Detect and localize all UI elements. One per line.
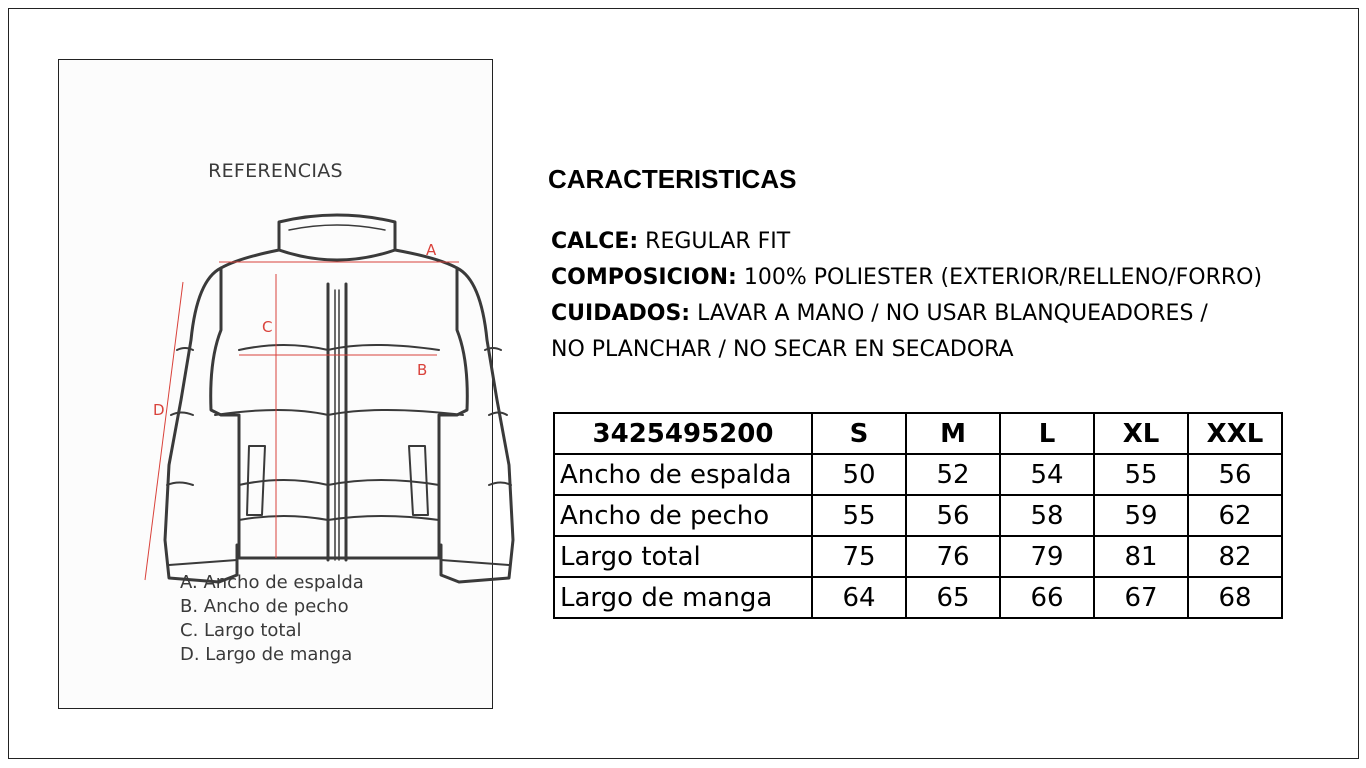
legend-item: B. Ancho de pecho [180,596,349,617]
table-cell: 55 [812,495,906,536]
table-cell: 81 [1094,536,1188,577]
cuidados-label: CUIDADOS: [551,301,691,326]
table-row [554,454,1282,495]
cuidados-line [551,296,1262,332]
table-row [554,495,1282,536]
calce-value: REGULAR FIT [645,229,791,254]
table-cell: 82 [1188,536,1282,577]
product-code: 3425495200 [554,413,812,454]
row-label: Ancho de pecho [554,495,812,536]
legend-item: C. Largo total [180,620,302,641]
table-cell: 79 [1000,536,1094,577]
row-label: Ancho de espalda [554,454,812,495]
table-cell: 68 [1188,577,1282,618]
table-cell: 55 [1094,454,1188,495]
size-header: XXL [1188,413,1282,454]
size-header: S [812,413,906,454]
table-cell: 75 [812,536,906,577]
table-cell: 76 [906,536,1000,577]
references-title: REFERENCIAS [208,160,343,182]
cuidados-value: LAVAR A MANO / NO USAR BLANQUEADORES / [697,301,1208,326]
jacket-illustration [119,210,519,600]
marker-b-label: B [417,361,428,379]
legend-item: D. Largo de manga [180,644,353,665]
references-legend [180,571,364,667]
table-cell: 50 [812,454,906,495]
size-table [553,412,1283,619]
size-header: L [1000,413,1094,454]
table-row [554,577,1282,618]
table-cell: 65 [906,577,1000,618]
marker-c-label: C [262,318,273,336]
calce-label: CALCE: [551,229,639,254]
table-cell: 54 [1000,454,1094,495]
cuidados-line-2: NO PLANCHAR / NO SECAR EN SECADORA [551,337,1014,362]
row-label: Largo de manga [554,577,812,618]
marker-a-label: A [426,241,437,259]
table-cell: 58 [1000,495,1094,536]
references-panel [58,59,493,709]
table-cell: 67 [1094,577,1188,618]
table-cell: 64 [812,577,906,618]
table-row [554,536,1282,577]
composicion-value: 100% POLIESTER (EXTERIOR/RELLENO/FORRO) [743,265,1263,290]
composicion-label: COMPOSICION: [551,265,737,290]
table-cell: 59 [1094,495,1188,536]
features-title: CARACTERISTICAS [548,164,797,194]
table-cell: 52 [906,454,1000,495]
table-cell: 56 [1188,454,1282,495]
row-label: Largo total [554,536,812,577]
marker-d-label: D [153,401,165,419]
calce-line [551,224,1262,260]
table-cell: 56 [906,495,1000,536]
size-header: M [906,413,1000,454]
composicion-line [551,260,1262,296]
size-table-header [554,413,1282,454]
size-header: XL [1094,413,1188,454]
features-list [551,224,1262,368]
legend-item: A. Ancho de espalda [180,572,364,593]
table-cell: 66 [1000,577,1094,618]
table-cell: 62 [1188,495,1282,536]
